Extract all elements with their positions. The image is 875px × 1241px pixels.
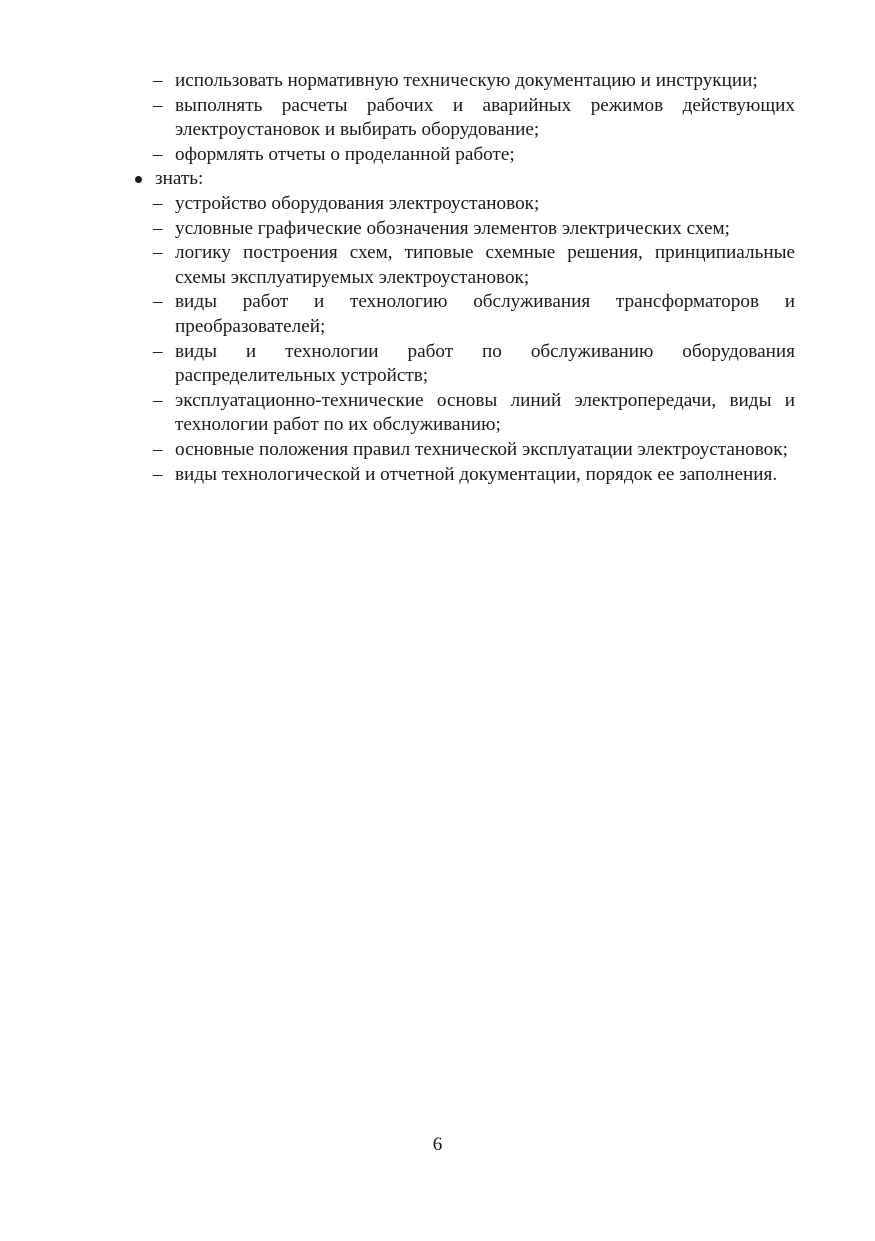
list-item: – условные графические обозначения элементов электрических схем; (133, 217, 795, 242)
list-item: – оформлять отчеты о проделанной работе; (133, 143, 795, 168)
list-item: – основные положения правил технической эксплуатации электроустановок; (133, 438, 795, 463)
knowledge-list (133, 192, 795, 487)
list-item: – виды работ и технологию обслуживания трансформаторов и преобразователей; (133, 290, 795, 339)
list-item: – устройство оборудования электроустановок; (133, 192, 795, 217)
know-section-label: знать: (155, 168, 204, 190)
list-item: – выполнять расчеты рабочих и аварийных режимов действующих электроустановок и выбирать оборудование; (133, 94, 795, 143)
list-item: – виды технологической и отчетной документации, порядок ее заполнения. (133, 463, 795, 488)
list-item: – использовать нормативную техническую документацию и инструкции; (133, 69, 795, 94)
list-item: – виды и технологии работ по обслуживанию оборудования распределительных устройств; (133, 340, 795, 389)
page-content (133, 69, 795, 487)
list-item: – эксплуатационно-технические основы линий электропередачи, виды и технологии работ по их обслуживанию; (133, 389, 795, 438)
page-number: 6 (432, 1134, 443, 1155)
skills-list (133, 69, 795, 167)
bullet-icon (135, 176, 142, 183)
list-item: – логику построения схем, типовые схемные решения, принципиальные схемы эксплуатируемых электроустановок; (133, 241, 795, 290)
know-section (133, 167, 795, 487)
